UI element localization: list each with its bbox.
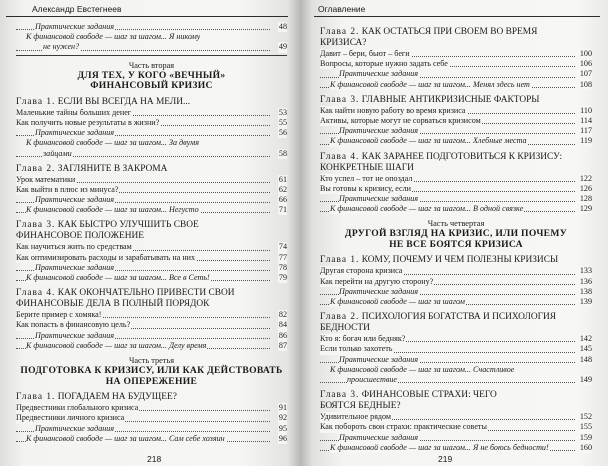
part-title-line: НА ОПЕРЕЖЕНИЕ (105, 375, 198, 387)
entry-text: Практические задания (35, 330, 115, 340)
entry-page: 78 (278, 262, 287, 272)
entry-page: 82 (278, 310, 287, 320)
chapter-heading (320, 27, 592, 38)
chapter-heading (16, 288, 287, 299)
entry-text: Активы, которые могут не сорваться кризисом (320, 115, 481, 125)
part-title-line: НЕ ВСЕ БОЯТСЯ КРИЗИСА (389, 238, 523, 250)
chapter-heading (16, 220, 287, 231)
toc-entry (320, 266, 592, 276)
entry-page: 87 (278, 340, 287, 350)
toc-entry (16, 310, 287, 320)
chapter-title-line: КОМУ, ПОЧЕМУ И ЧЕМ ПОЛЕЗНЫ КРИЗИСЫ (361, 255, 559, 266)
toc-entry (320, 184, 592, 194)
toc-entry-step (16, 138, 287, 148)
toc-entry-step (16, 273, 287, 283)
toc-entry-practice (16, 195, 287, 205)
entry-page: 55 (278, 117, 287, 127)
entry-text: Как побороть свои страхи: практические советы (320, 422, 487, 432)
entry-text: Удивительное рядом (320, 412, 392, 422)
chapter-heading (320, 163, 592, 174)
toc-entry-practice (16, 331, 287, 341)
entry-text: Практические задания (339, 354, 419, 364)
toc-entry-step (16, 434, 287, 444)
entry-page: 133 (579, 266, 592, 276)
toc-entry (16, 185, 287, 195)
toc-entry-step (16, 149, 287, 159)
chapter-title-line: ЕСЛИ ВЫ ВСЕГДА НА МЕЛИ... (57, 96, 191, 107)
entry-page: 58 (278, 148, 287, 158)
entry-text: Вы готовы к кризису, если (320, 183, 411, 193)
entry-page: 53 (278, 107, 287, 117)
entry-page: 96 (278, 433, 287, 443)
toc-entry (320, 106, 592, 116)
chapter-title-line: ЗАГЛЯНИТЕ В ЗАКРОМА (57, 163, 168, 174)
entry-text: Если только захотеть (320, 344, 393, 354)
chapter-label: Глава 1. (16, 392, 56, 403)
toc-entry (320, 277, 592, 287)
entry-page: 114 (580, 115, 592, 125)
entry-page: 117 (580, 126, 592, 136)
entry-page: 49 (278, 42, 287, 52)
entry-text: К финансовой свободе — шаг за шагом... Менял здесь нет (330, 79, 530, 89)
chapter-heading (320, 255, 592, 266)
entry-text: Как научиться жить по средствам (16, 242, 132, 252)
entry-text: Урок математики (16, 174, 76, 184)
part-label: Часть четвертая (427, 219, 485, 229)
left-page (0, 0, 300, 466)
toc-entry (16, 242, 287, 252)
entry-text: Кто я: богач или бедняк? (320, 334, 406, 344)
entry-text: Как оптимизировать расходы и зарабатывать на них (16, 252, 196, 262)
entry-text: Практические задания (339, 432, 419, 442)
chapter-heading (320, 390, 592, 401)
entry-text: происшествие (347, 374, 397, 384)
toc-entry-step (320, 365, 592, 375)
toc-entry-practice (320, 355, 592, 365)
part-label: Часть третья (128, 355, 175, 365)
toc-entry (320, 344, 592, 354)
chapter-title-line: БЕДНОСТИ (320, 323, 370, 334)
toc-entry (320, 49, 592, 59)
chapter-label: Глава 1. (16, 96, 56, 107)
toc-entry (16, 108, 287, 118)
chapter-title-line: БОЯТСЯ БЕДНЫЕ? (320, 401, 401, 412)
toc-entry-step (320, 297, 592, 307)
entry-text: не нужен? (43, 42, 80, 52)
toc-entry-practice (320, 287, 592, 297)
entry-text: Практические задания (339, 69, 419, 79)
entry-page: 129 (579, 204, 592, 214)
chapter-heading (16, 164, 287, 175)
toc-entry-step (320, 80, 592, 90)
entry-page: 95 (278, 423, 287, 433)
entry-text: К финансовой свободе — шаг за шагом... Счастливое (330, 364, 515, 374)
chapter-heading (16, 231, 287, 242)
toc-entry (16, 118, 287, 128)
entry-page: 62 (278, 184, 287, 194)
page-number: 218 (147, 454, 162, 464)
chapter-heading (320, 323, 592, 334)
toc-entry (320, 116, 592, 126)
chapter-label: Глава 2. (16, 163, 56, 174)
entry-text: Практические задания (35, 195, 115, 205)
chapter-label: Глава 3. (320, 94, 360, 105)
toc-entry-practice (320, 433, 592, 443)
entry-page: 71 (278, 205, 287, 215)
chapter-title-line: КРИЗИСА? (320, 38, 367, 48)
toc-entry (320, 59, 592, 69)
toc-entry (320, 334, 592, 344)
toc-entry (320, 174, 592, 184)
entry-text: К финансовой свободе — шаг за шагом... Я не боюсь бедности! (330, 442, 549, 452)
toc-entry-practice (16, 22, 287, 32)
entry-page: 92 (278, 413, 287, 423)
chapter-heading (320, 95, 592, 106)
chapter-label: Глава 3. (16, 220, 56, 231)
chapter-heading (320, 401, 592, 412)
entry-text: К финансовой свободе — шаг за шагом... Делу время (26, 340, 207, 350)
entry-page: 139 (579, 297, 592, 306)
chapter-heading (320, 152, 592, 163)
entry-page: 100 (579, 49, 592, 58)
chapter-title-line: КАК ОКОНЧАТЕЛЬНО ПРИВЕСТИ СВОИ (57, 288, 235, 299)
entry-text: К финансовой свободе — шаг за шагом... Все в Сеть! (26, 273, 210, 282)
toc-entry (16, 253, 287, 263)
toc-entry-step (320, 375, 592, 385)
chapter-title-line: ГЛАВНЫЕ АНТИКРИЗИСНЫЕ ФАКТОРЫ (361, 94, 540, 105)
toc-entry-step (16, 205, 287, 215)
entry-text: К финансовой свободе — шаг за шагом... Я никому (26, 32, 201, 42)
chapter-heading (16, 299, 287, 310)
entry-page: 159 (579, 432, 592, 442)
part-title-line: ПОДГОТОВКА К КРИЗИСУ, ИЛИ КАК ДЕЙСТВОВАТЬ (20, 364, 283, 376)
toc-entry-step (16, 42, 287, 52)
entry-text: Берите пример с хомяка! (16, 310, 102, 320)
chapter-title-line: ФИНАНСОВЫЕ ДЕЛА В ПОЛНЫЙ ПОРЯДОК (16, 299, 210, 310)
entry-text: К финансовой свободе — шаг за шагом... Сам себе хозяин (26, 433, 225, 443)
entry-page: 122 (579, 173, 592, 183)
part-title-line: ДЛЯ ТЕХ, У КОГО «ВЕЧНЫЙ» (77, 69, 226, 81)
chapter-title-line: ПОГАДАЕМ НА БУДУЩЕЕ? (57, 392, 177, 403)
chapter-heading (16, 97, 287, 108)
entry-text: К финансовой свободе — шаг за шагом (330, 297, 465, 306)
entry-text: Как получить новые результаты в жизни? (16, 117, 160, 127)
entry-page: 91 (278, 403, 287, 413)
entry-page: 155 (579, 422, 592, 432)
chapter-title-line: КАК ЗАРАНЕЕ ПОДГОТОВИТЬСЯ К КРИЗИСУ: (361, 151, 563, 162)
chapter-label: Глава 4. (16, 288, 56, 299)
running-head: Оглавление (314, 3, 600, 17)
chapter-title-line: КАК ОСТАТЬСЯ ПРИ СВОЕМ ВО ВРЕМЯ (361, 27, 538, 37)
part-label: Часть вторая (128, 60, 175, 70)
toc-entry-step (16, 341, 287, 351)
entry-text: Как перейти на другую сторону? (320, 276, 434, 286)
toc-entry-practice (320, 126, 592, 136)
entry-page: 74 (278, 242, 287, 252)
entry-text: Практические задания (35, 423, 115, 433)
entry-text: Как выйти в плюс из минуса? (16, 184, 119, 194)
chapter-label: Глава 2. (320, 312, 360, 323)
toc-entry (320, 422, 592, 432)
toc-entry-step (16, 32, 287, 42)
entry-text: Практические задания (339, 286, 419, 296)
entry-text: К финансовой свободе — шаг за шагом... Хлебные места (330, 136, 527, 146)
chapter-title-line: ФИНАНСОВОЕ ПОЛОЖЕНИЕ (16, 231, 144, 242)
toc-entry-step (320, 204, 592, 214)
entry-page: 56 (278, 128, 287, 138)
entry-page: 136 (579, 276, 592, 286)
chapter-label: Глава 4. (320, 151, 360, 162)
toc-entry (16, 175, 287, 185)
toc-entry (16, 320, 287, 330)
chapter-label: Глава 3. (320, 390, 360, 401)
entry-page: 145 (579, 344, 592, 354)
chapter-title-line: КОНКРЕТНЫЕ ШАГИ (320, 162, 414, 173)
part-title-line: ФИНАНСОВЫЙ КРИЗИС (90, 80, 213, 92)
chapter-label: Глава 2. (320, 27, 360, 37)
entry-page: 110 (580, 105, 592, 115)
chapter-title-line: ФИНАНСОВЫЕ СТРАХИ: ЧЕГО (361, 390, 497, 401)
chapter-title-line: КАК БЫСТРО УЛУЧШИТЬ СВОЕ (57, 220, 199, 231)
entry-page: 119 (580, 136, 592, 146)
entry-text: Кто успел – тот не опоздал (320, 173, 413, 183)
toc-body (16, 22, 287, 444)
running-head: Александр Евстегнеев (6, 3, 288, 17)
toc-entry-step (320, 136, 592, 146)
entry-page: 77 (278, 252, 287, 262)
entry-page: 108 (579, 79, 592, 89)
entry-page: 128 (579, 193, 592, 203)
toc-body (320, 22, 592, 453)
entry-text: Предвестники личного кризиса (16, 413, 125, 423)
entry-page: 48 (278, 22, 287, 31)
entry-text: Практические задания (35, 22, 115, 31)
entry-page: 86 (278, 330, 287, 340)
entry-text: Вопросы, которые нужно задать себе (320, 59, 448, 69)
chapter-label: Глава 1. (320, 255, 360, 266)
toc-entry (16, 403, 287, 413)
entry-page: 66 (278, 195, 287, 205)
entry-text: Практические задания (35, 262, 115, 272)
entry-page: 148 (579, 354, 592, 364)
entry-text: Другая сторона кризиса (320, 266, 403, 276)
entry-text: зайцами (43, 148, 72, 158)
entry-text: Практические задания (339, 193, 419, 203)
entry-text: К финансовой свободе — шаг за шагом... За двумя (26, 138, 199, 148)
chapter-title-line: ПСИХОЛОГИЯ БОГАТСТВА И ПСИХОЛОГИЯ (361, 312, 557, 323)
entry-page: 106 (579, 59, 592, 69)
toc-entry-practice (320, 194, 592, 204)
toc-entry-practice (16, 424, 287, 434)
entry-page: 61 (278, 174, 287, 184)
entry-text: Практические задания (339, 126, 419, 136)
toc-entry-practice (16, 263, 287, 273)
toc-entry-practice (16, 128, 287, 138)
toc-entry-practice (320, 69, 592, 79)
toc-entry (320, 412, 592, 422)
entry-page: 107 (579, 69, 592, 79)
entry-text: К финансовой свободе — шаг за шагом... В одной связке (330, 204, 524, 214)
entry-text: Практические задания (35, 128, 115, 138)
right-page (300, 0, 608, 466)
chapter-heading (320, 38, 592, 49)
entry-page: 149 (579, 374, 592, 384)
entry-text: Давит – бери, бьют – беги (320, 49, 410, 58)
entry-page: 138 (579, 286, 592, 296)
entry-page: 152 (579, 412, 592, 422)
entry-text: Как попасть в финансовую цель? (16, 320, 131, 330)
chapter-heading (16, 392, 287, 403)
entry-text: Предвестники глобального кризиса (16, 403, 139, 413)
entry-page: 126 (579, 183, 592, 193)
chapter-heading (320, 312, 592, 323)
toc-entry (16, 413, 287, 423)
entry-page: 79 (278, 273, 287, 282)
part-title-line: ДРУГОЙ ВЗГЛЯД НА КРИЗИС, ИЛИ ПОЧЕМУ (344, 228, 568, 240)
entry-text: Маленькие тайны больших денег (16, 107, 132, 117)
entry-text: К финансовой свободе — шаг за шагом... Негусто (26, 205, 199, 215)
entry-page: 142 (579, 334, 592, 344)
entry-page: 160 (579, 442, 592, 452)
entry-page: 84 (278, 320, 287, 330)
page-number: 219 (438, 454, 453, 464)
entry-text: Как найти новую работу во время кризиса (320, 105, 466, 115)
toc-entry-step (320, 443, 592, 453)
